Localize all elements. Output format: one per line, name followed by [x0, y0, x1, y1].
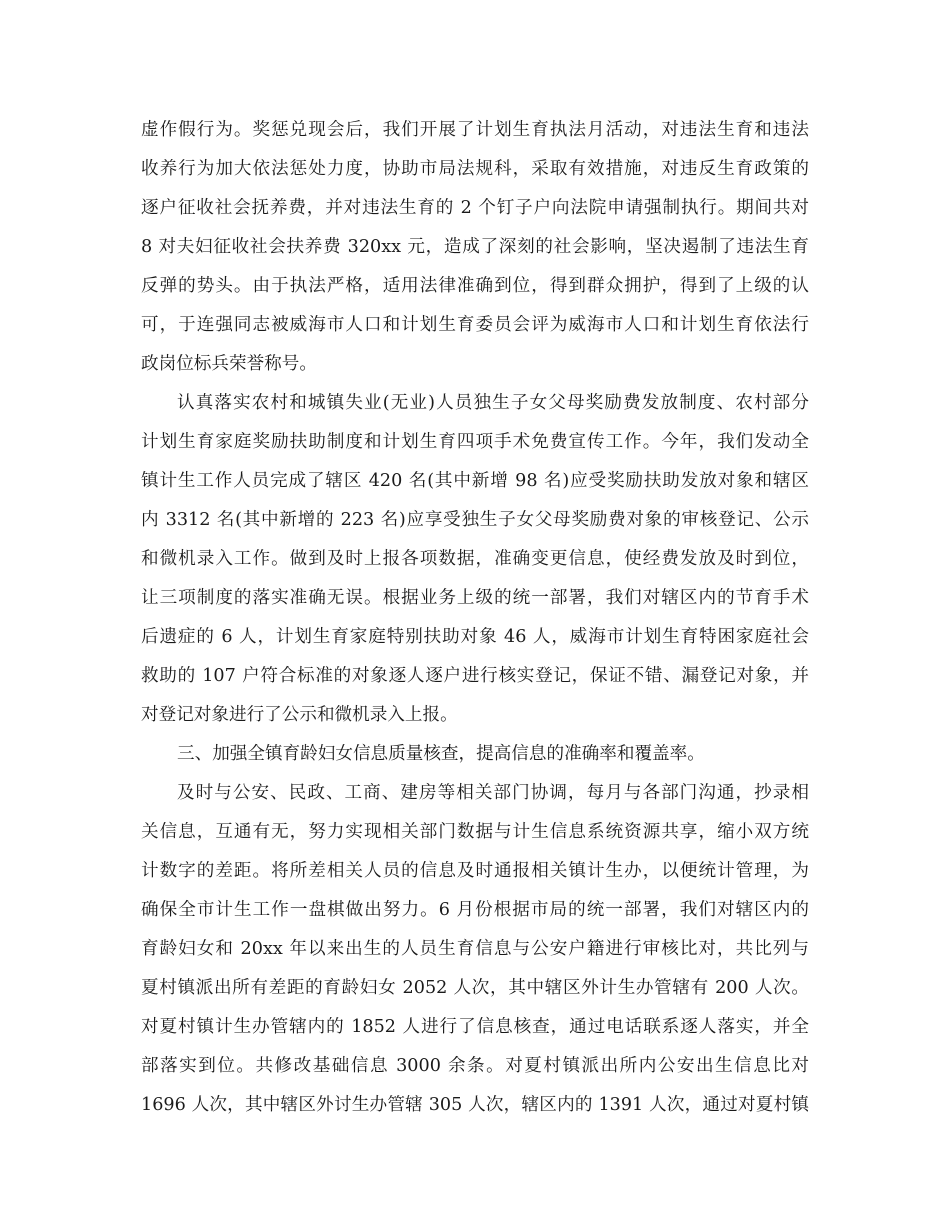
text-line: 后遗症的 6 人，计划生育家庭特别扶助对象 46 人，威海市计划生育特困家庭社会 — [141, 627, 809, 647]
text-line: 反弹的势头。由于执法严格，适用法律准确到位，得到群众拥护，得到了上级的认 — [141, 276, 809, 296]
text-line: 育龄妇女和 20xx 年以来出生的人员生育信息与公安户籍进行审核比对，共比列与 — [141, 939, 809, 959]
text-line: 救助的 107 户符合标准的对象逐人逐户进行核实登记，保证不错、漏登记对象，并 — [141, 666, 809, 686]
text-line: 认真落实农村和城镇失业(无业)人员独生子女父母奖励费发放制度、农村部分 — [177, 393, 809, 413]
text-line: 计划生育家庭奖励扶助制度和计划生育四项手术免费宣传工作。今年，我们发动全 — [141, 432, 809, 452]
paragraph-enforcement — [141, 111, 809, 384]
text-line: 政岗位标兵荣誉称号。 — [141, 354, 317, 374]
text-line: 8 对夫妇征收社会扶养费 320xx 元，造成了深刻的社会影响，坚决遏制了违法生育 — [141, 237, 809, 257]
section-heading-three — [141, 735, 809, 774]
text-line: 对登记对象进行了公示和微机录入上报。 — [141, 705, 458, 725]
text-line: 收养行为加大依法惩处力度，协助市局法规科，采取有效措施，对违反生育政策的 — [141, 159, 809, 179]
text-line: 虚作假行为。奖惩兑现会后，我们开展了计划生育执法月活动，对违法生育和违法 — [141, 120, 809, 140]
text-line: 可，于连强同志被威海市人口和计划生育委员会评为威海市人口和计划生育依法行 — [141, 315, 809, 335]
text-line: 1696 人次，其中辖区外讨生办管辖 305 人次，辖区内的 1391 人次，通过对夏村镇 — [141, 1095, 809, 1115]
text-line: 计数字的差距。将所差相关人员的信息及时通报相关镇计生办，以便统计管理，为 — [141, 861, 809, 881]
text-line: 让三项制度的落实准确无误。根据业务上级的统一部署，我们对辖区内的节育手术 — [141, 588, 809, 608]
text-line: 及时与公安、民政、工商、建房等相关部门协调，每月与各部门沟通，抄录相 — [177, 783, 809, 803]
text-line: 对夏村镇计生办管辖内的 1852 人进行了信息核查，通过电话联系逐人落实，并全 — [141, 1017, 809, 1037]
paragraph-reward-system — [141, 384, 809, 735]
paragraph-info-verification — [141, 774, 809, 1125]
text-line: 夏村镇派出所有差距的育龄妇女 2052 人次，其中辖区外计生办管辖有 200 人次。 — [141, 978, 809, 998]
text-line: 部落实到位。共修改基础信息 3000 余条。对夏村镇派出所内公安出生信息比对 — [141, 1056, 809, 1076]
document-body — [141, 111, 809, 1125]
text-line: 和微机录入工作。做到及时上报各项数据，准确变更信息，使经费发放及时到位， — [141, 549, 809, 569]
text-line: 三、加强全镇育龄妇女信息质量核查，提高信息的准确率和覆盖率。 — [177, 744, 705, 764]
text-line: 镇计生工作人员完成了辖区 420 名(其中新增 98 名)应受奖励扶助发放对象和辖区 — [141, 471, 809, 491]
text-line: 关信息，互通有无，努力实现相关部门数据与计生信息系统资源共享，缩小双方统 — [141, 822, 809, 842]
text-line: 确保全市计生工作一盘棋做出努力。6 月份根据市局的统一部署，我们对辖区内的 — [141, 900, 809, 920]
text-line: 内 3312 名(其中新增的 223 名)应享受独生子女父母奖励费对象的审核登记、公示 — [141, 510, 809, 530]
text-line: 逐户征收社会抚养费，并对违法生育的 2 个钉子户向法院申请强制执行。期间共对 — [141, 198, 809, 218]
